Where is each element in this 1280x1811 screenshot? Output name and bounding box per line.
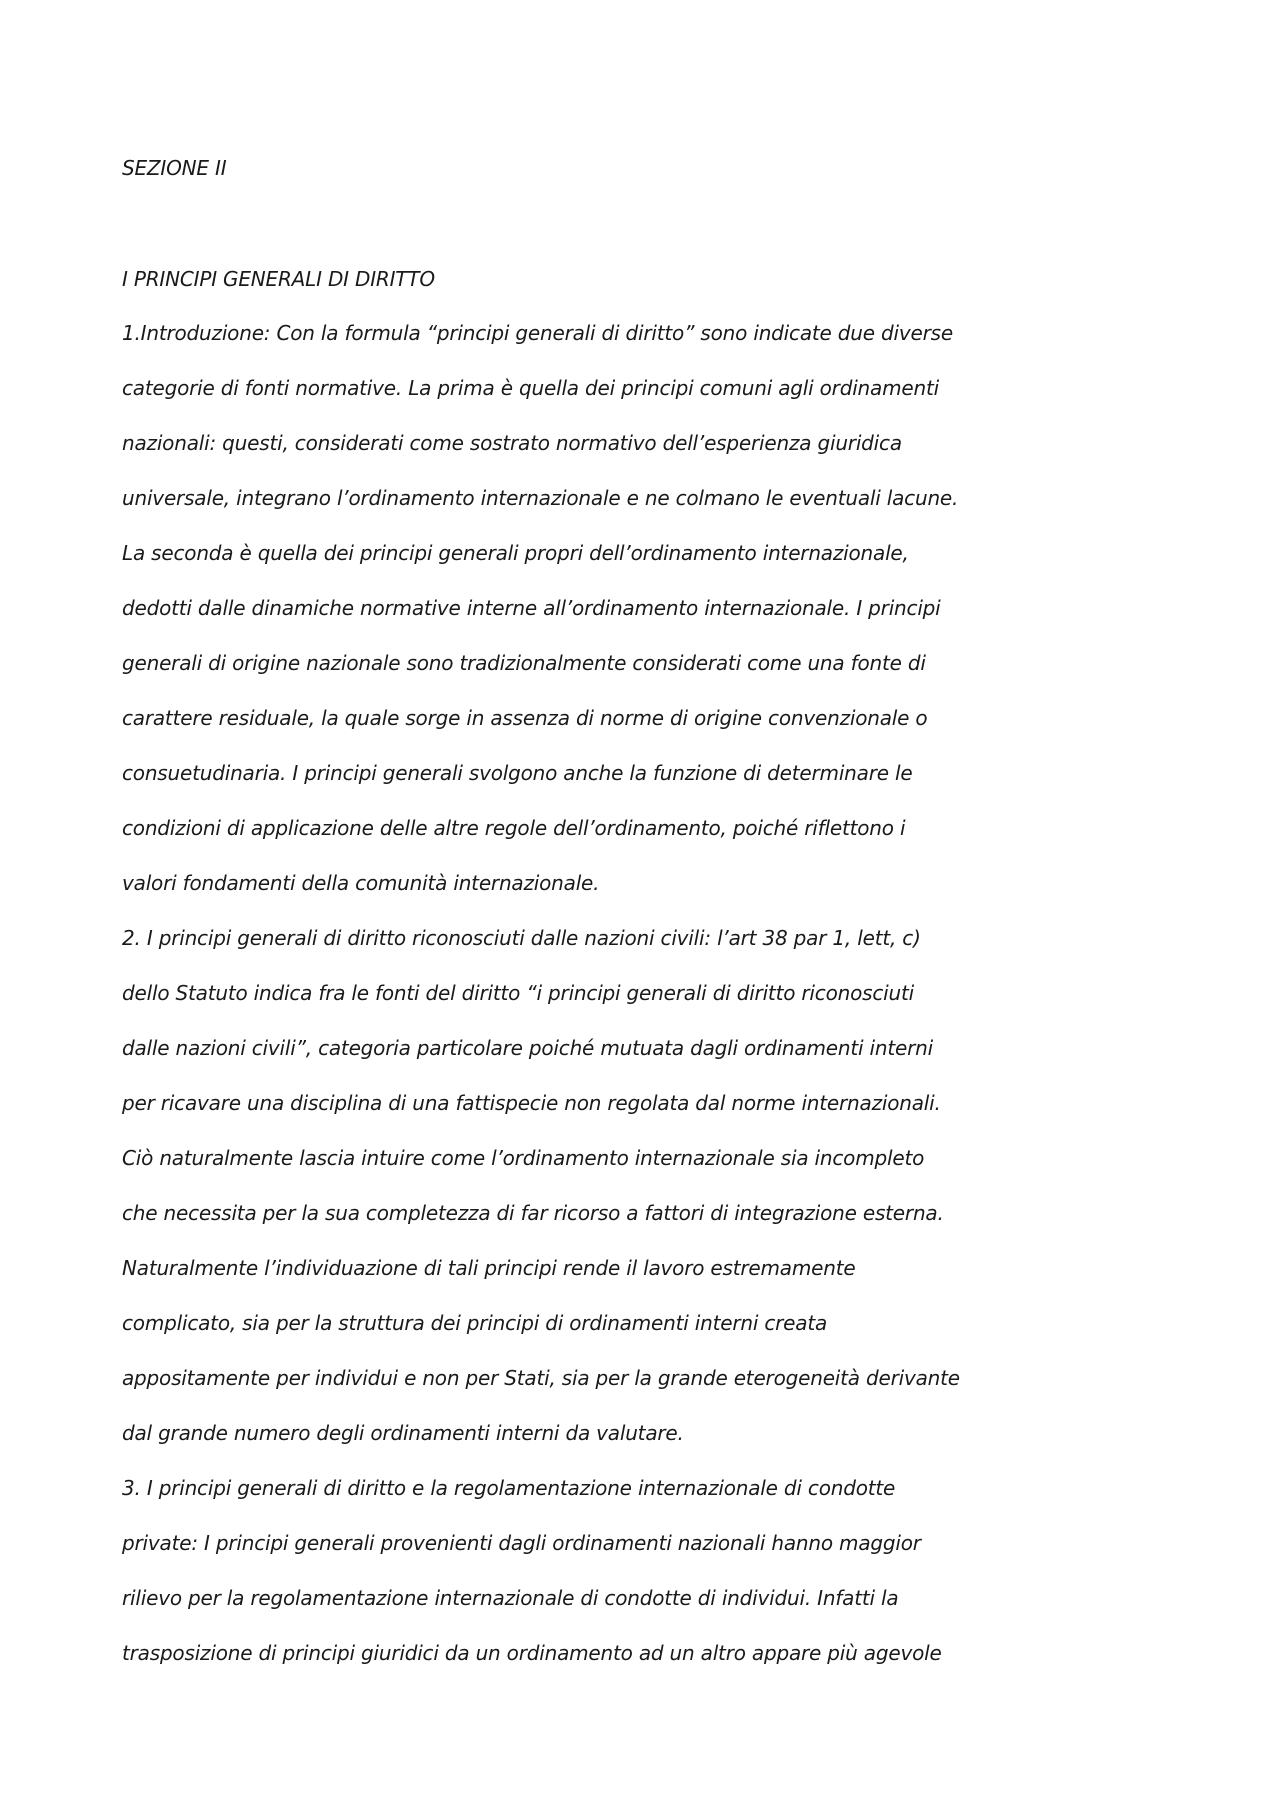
chapter-title bbox=[122, 267, 1122, 291]
body-line: dal grande numero degli ordinamenti interni da valutare. bbox=[122, 1421, 684, 1445]
body-line: Naturalmente l’individuazione di tali principi rende il lavoro estremamente bbox=[122, 1256, 856, 1280]
body-line: Ciò naturalmente lascia intuire come l’ordinamento internazionale sia incompleto bbox=[122, 1146, 925, 1170]
body-line: La seconda è quella dei principi generali propri dell’ordinamento internazionale, bbox=[122, 541, 909, 565]
body-line: 3. I principi generali di diritto e la regolamentazione internazionale di condotte bbox=[122, 1476, 896, 1500]
body-line: per ricavare una disciplina di una fattispecie non regolata dal norme internazionali. bbox=[122, 1091, 941, 1115]
body-line: valori fondamenti della comunità internazionale. bbox=[122, 871, 600, 895]
body-line: 2. I principi generali di diritto riconosciuti dalle nazioni civili: l’art 38 par 1, lett, c) bbox=[122, 926, 921, 950]
body-line: carattere residuale, la quale sorge in assenza di norme di origine convenzionale o bbox=[122, 706, 928, 730]
body-line: dalle nazioni civili”, categoria particolare poiché mutuata dagli ordinamenti interni bbox=[122, 1036, 933, 1060]
section-label-text: SEZIONE II bbox=[122, 156, 227, 180]
body-line: rilievo per la regolamentazione internazionale di condotte di individui. Infatti la bbox=[122, 1586, 899, 1610]
section-label bbox=[122, 156, 1122, 180]
body-line: categorie di fonti normative. La prima è quella dei principi comuni agli ordinamenti bbox=[122, 376, 939, 400]
body-line: universale, integrano l’ordinamento internazionale e ne colmano le eventuali lacune. bbox=[122, 486, 959, 510]
body-line: condizioni di applicazione delle altre regole dell’ordinamento, poiché riflettono i bbox=[122, 816, 906, 840]
body-line: trasposizione di principi giuridici da un ordinamento ad un altro appare più agevole bbox=[122, 1641, 942, 1665]
body-line: dedotti dalle dinamiche normative interne all’ordinamento internazionale. I principi bbox=[122, 596, 941, 620]
body-line: dello Statuto indica fra le fonti del diritto “i principi generali di diritto riconosciuti bbox=[122, 981, 914, 1005]
body-line: 1.Introduzione: Con la formula “principi generali di diritto” sono indicate due diverse bbox=[122, 321, 953, 345]
body-line: nazionali: questi, considerati come sostrato normativo dell’esperienza giuridica bbox=[122, 431, 902, 455]
body-line: complicato, sia per la struttura dei principi di ordinamenti interni creata bbox=[122, 1311, 828, 1335]
body-line: consuetudinaria. I principi generali svolgono anche la funzione di determinare le bbox=[122, 761, 913, 785]
body-text bbox=[122, 321, 1122, 1701]
chapter-title-text: I PRINCIPI GENERALI DI DIRITTO bbox=[122, 267, 435, 291]
body-line: che necessita per la sua completezza di far ricorso a fattori di integrazione esterna. bbox=[122, 1201, 944, 1225]
body-line: appositamente per individui e non per Stati, sia per la grande eterogeneità derivante bbox=[122, 1366, 960, 1390]
body-line: generali di origine nazionale sono tradizionalmente considerati come una fonte di bbox=[122, 651, 926, 675]
body-line: private: I principi generali provenienti dagli ordinamenti nazionali hanno maggior bbox=[122, 1531, 921, 1555]
